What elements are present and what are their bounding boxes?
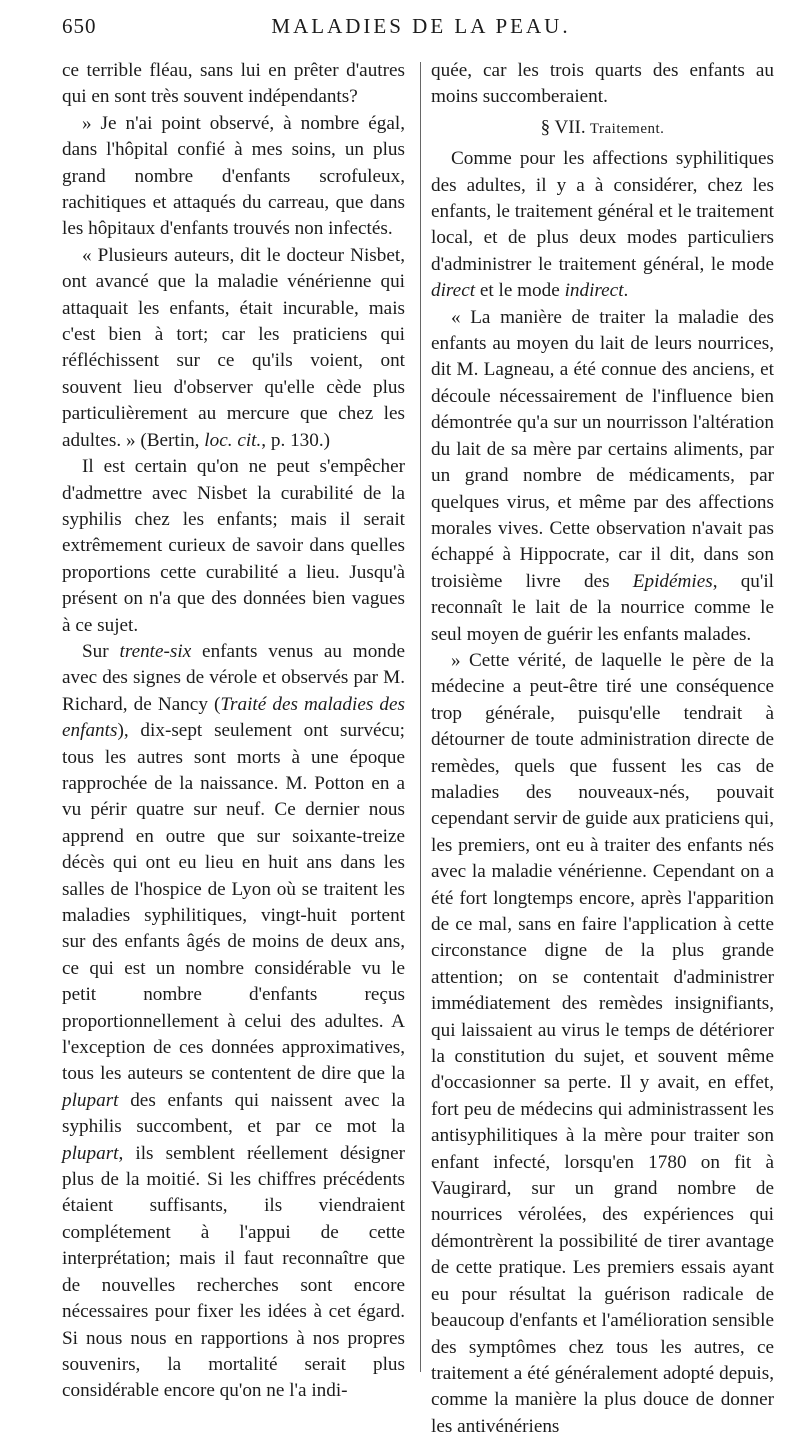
paragraph: Comme pour les affections syphilitiques des adultes, il y a à considérer, chez les enfants, le traitement général et le traitement local, et de plus deux modes particuliers d'administrer le traitement général, le mode direct et le mode indirect. xyxy=(431,148,774,302)
right-column xyxy=(431,58,774,1440)
paragraph: » Je n'ai point observé, à nombre égal, dans l'hôpital confié à mes soins, un plus grand nombre d'enfants scrofuleux, rachitiques et attaqués du carreau, que dans les hôpitaux d'enfants trouvés non infectés. xyxy=(62,112,405,240)
paragraph: Sur trente-six enfants venus au monde avec des signes de vérole et observés par M. Richard, de Nancy (Traité des maladies des enfants), dix-sept seulement ont survécu; tous les autres sont morts à une époque rapprochée de la naissance. M. Potton en a vu périr quatre sur neuf. Ce dernier nous apprend en outre que sur soixante-treize décès qui ont eu lieu en huit ans dans les salles de l'hospice de Lyon où se traitent les maladies syphilitiques, vingt-huit portent sur des enfants âgés de moins de deux ans, ce qui est un nombre considérable vu le petit nombre d'enfants reçus proportionnellement à celui des adultes. A l'exception de ces données approximatives, tous les auteurs se contentent de dire que la plupart des enfants qui naissent avec la syphilis succombent, et par ce mot la plupart, ils semblent réellement désigner plus de la moitié. Si les chiffres précédents étaient suffisants, ils viendraient complétement à l'appui de cette interprétation; mais il faut reconnaître que de nouvelles recherches sont encore nécessaires pour fixer les idées à cet égard. Si nous nous en rapportions à nos propres souvenirs, la mortalité serait plus considérable encore qu'on ne l'a indi- xyxy=(62,640,406,1402)
section-heading xyxy=(431,115,774,142)
column-divider xyxy=(420,62,421,1372)
section-title: Traitement. xyxy=(589,120,665,137)
paragraph: « La manière de traiter la maladie des enfants au moyen du lait de leurs nourrices, dit M. Lagneau, a été connue des anciens, et découle nécessairement de l'influence bien démontrée qu'a sur un nourrisson l'altération du lait de sa mère par certains aliments, par un grand nombre de médicaments, par quelques virus, et même par des affections morales vives. Cette observation n'avait pas échappé à Hippocrate, car il dit, dans son troisième livre des Epidémies, qu'il reconnaît le lait de la nourrice comme le seul moyen de guérir les enfants malades. xyxy=(431,306,774,645)
section-number: § VII. xyxy=(540,116,586,138)
running-title: MALADIES DE LA PEAU. xyxy=(271,14,571,38)
paragraph: « Plusieurs auteurs, dit le docteur Nisbet, ont avancé que la maladie vénérienne qui attaquait les enfants, était incurable, mais c'est bien à tort; car les praticiens qui réfléchissent sur ce qu'ils voient, ont souvent lieu d'observer qu'elle cède plus particulièrement au mercure que chez les adultes. » (Bertin, loc. cit., p. 130.) xyxy=(62,244,405,451)
left-column xyxy=(62,58,405,1405)
paragraph: Il est certain qu'on ne peut s'empêcher d'admettre avec Nisbet la curabilité de la syphilis chez les enfants; mais il serait extrêmement curieux de savoir dans quelles proportions cette curabilité a lieu. Jusqu'à présent on n'a que des données bien vagues à ce sujet. xyxy=(62,456,405,636)
paragraph: ce terrible fléau, sans lui en prêter d'autres qui en sont très souvent indépendants? xyxy=(62,60,405,108)
page-header xyxy=(62,14,780,42)
page-number: 650 xyxy=(62,14,97,38)
paragraph: » Cette vérité, de laquelle le père de la médecine a peut-être tiré une conséquence trop générale, puisqu'elle tendrait à détourner de toute administration directe de remèdes, quels que fussent les cas de maladies des nouveaux-nés, pouvait cependant servir de guide aux praticiens qui, les premiers, ont eu à traiter des enfants nés avec la maladie vénérienne. Cependant on a été fort longtemps encore, après l'apparition de ce mal, sans en faire l'application à cette circonstance digne de la plus grande attention; on se contentait d'administrer immédiatement des remèdes insignifiants, qui laissaient au virus le temps de détériorer la constitution du sujet, et souvent même d'occasionner sa perte. Il y avait, en effet, fort peu de médecins qui administrassent les antisyphilitiques à la mère pour traiter son enfant infecté, lorsqu'en 1780 on fit à Vaugirard, sur un grand nombre de nourrices vérolées, des expériences qui démontrèrent la possibilité de tirer avantage de cette pratique. Les premiers essais ayant eu pour résultat la guérison radicale de beaucoup d'enfants et l'amélioration sensible des symptômes chez tous les autres, ce traitement a été généralement adopté depuis, comme la manière la plus douce de donner les antivénériens xyxy=(431,649,774,1437)
paragraph: quée, car les trois quarts des enfants au moins succomberaient. xyxy=(431,60,774,108)
